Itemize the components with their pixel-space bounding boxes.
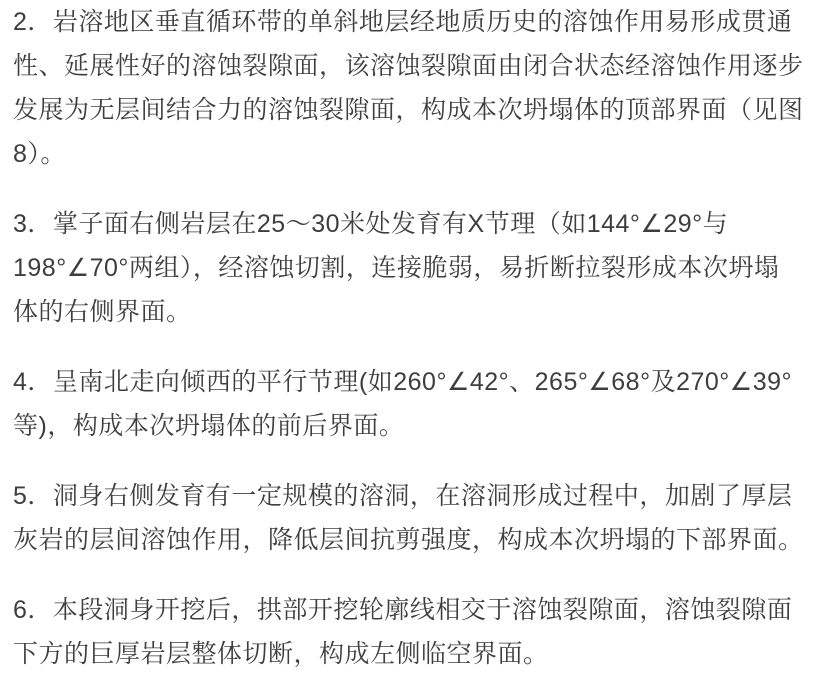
paragraph-2-line-1: 2．岩溶地区垂直循环带的单斜地层经地质历史的溶蚀作用易形成贯通 <box>13 8 793 36</box>
paragraph-6-line-2: 下方的巨厚岩层整体切断，构成左侧临空界面。 <box>13 640 549 668</box>
paragraph-4 <box>13 360 802 448</box>
paragraph-4-line-2: 等)，构成本次坍塌体的前后界面。 <box>13 412 405 440</box>
paragraph-6-line-1: 6．本段洞身开挖后，拱部开挖轮廓线相交于溶蚀裂隙面，溶蚀裂隙面 <box>13 596 793 624</box>
paragraph-2 <box>13 0 802 176</box>
paragraph-5-line-1: 5．洞身右侧发育有一定规模的溶洞，在溶洞形成过程中，加剧了厚层 <box>13 482 793 510</box>
paragraph-3-line-1: 3．掌子面右侧岩层在25～30米处发育有X节理（如144°∠29°与 <box>13 210 729 238</box>
paragraph-2-line-2: 性、延展性好的溶蚀裂隙面，该溶蚀裂隙面由闭合状态经溶蚀作用逐步 <box>13 52 804 80</box>
paragraph-5 <box>13 474 802 562</box>
paragraph-2-line-3: 发展为无层间结合力的溶蚀裂隙面，构成本次坍塌体的顶部界面（见图 <box>13 96 804 124</box>
paragraph-5-line-2: 灰岩的层间溶蚀作用，降低层间抗剪强度，构成本次坍塌的下部界面。 <box>13 526 804 554</box>
paragraph-3 <box>13 202 802 334</box>
paragraph-3-line-3: 体的右侧界面。 <box>13 298 192 326</box>
paragraph-2-line-4: 8）。 <box>13 140 66 168</box>
paragraph-3-line-2: 198°∠70°两组），经溶蚀切割，连接脆弱，易折断拉裂形成本次坍塌 <box>13 254 780 282</box>
paragraph-4-line-1: 4．呈南北走向倾西的平行节理(如260°∠42°、265°∠68°及270°∠39° <box>13 368 793 396</box>
paragraph-6 <box>13 588 802 676</box>
